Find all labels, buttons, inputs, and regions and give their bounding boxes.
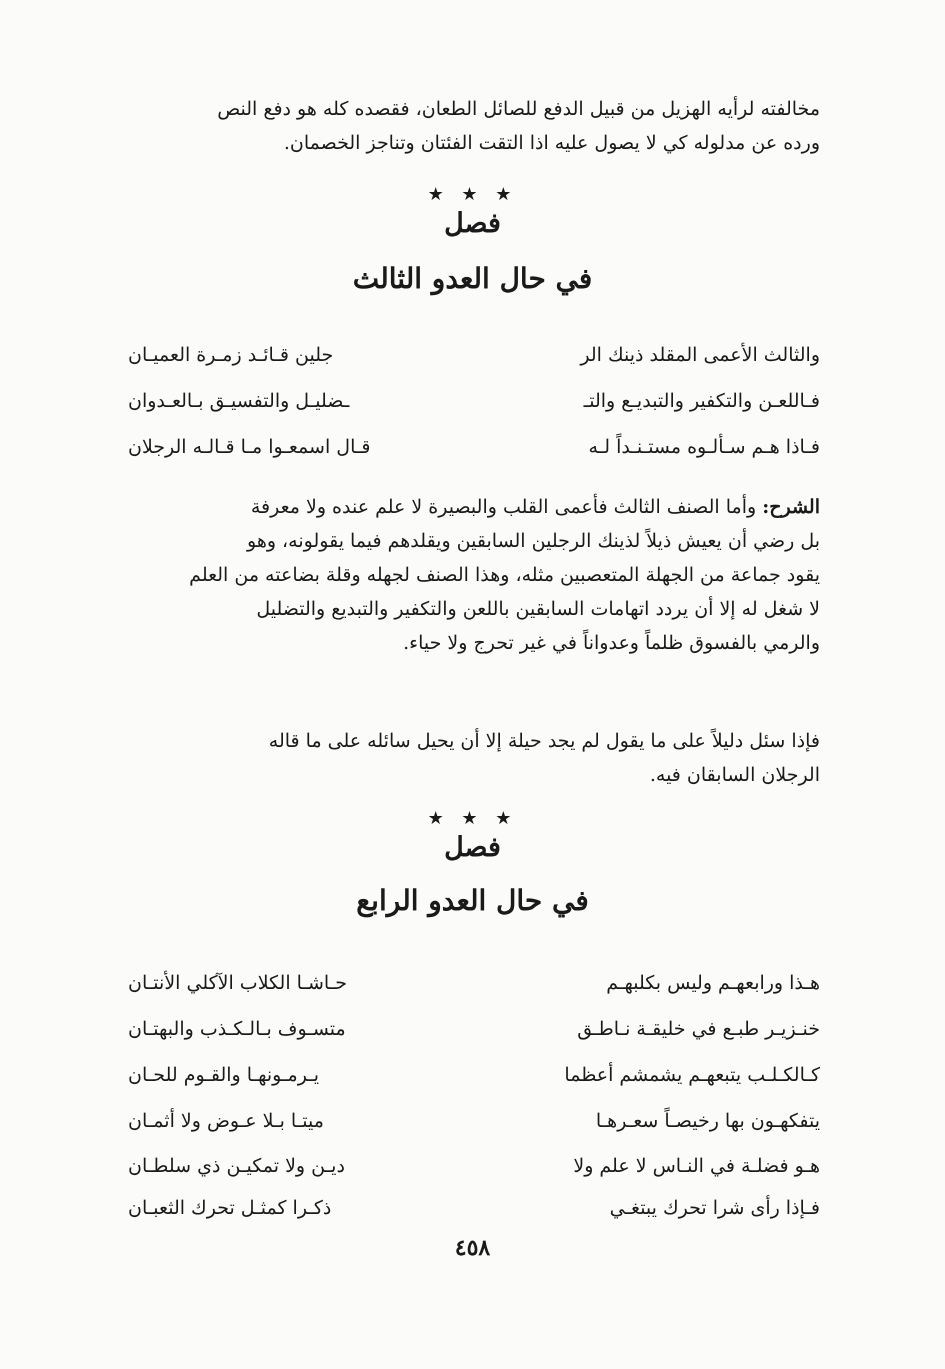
text-line: فإذا سئل دليلاً على ما يقول لم يجد حيلة إلا أن يحيل سائله على ما قاله (268, 730, 820, 752)
verse-first-hemistich: خنـزيـر طبـع في خليقـة نـاطـق (577, 1018, 820, 1040)
verse-second-hemistich: ـضليـل والتفسيـق بـالعـدوان (128, 390, 350, 412)
text-line: يقود جماعة من الجهلة المتعصبين مثله، وهذا الصنف لجهله وقلة بضاعته من العلم (189, 564, 820, 586)
verse-line (128, 1052, 820, 1098)
verse-line (128, 424, 820, 470)
verse-second-hemistich: ذكـرا كمثـل تحرك الثعبـان (128, 1197, 332, 1219)
verse-second-hemistich: ديـن ولا تمكيـن ذي سلطـان (128, 1155, 345, 1177)
verse-second-hemistich: متسـوف بـالـكـذب والبهتـان (128, 1018, 346, 1040)
text-line: مخالفته لرأيه الهزيل من قبيل الدفع للصائل الطعان، فقصده كله هو دفع النص (217, 98, 820, 120)
verse-line (128, 1143, 820, 1189)
section-separator-stars: ★ ★ ★ (427, 808, 518, 829)
text-line: ورده عن مدلوله كي لا يصول عليه اذا التقت الفئتان وتناجز الخصمان. (283, 132, 820, 154)
section-fasl-heading: فصل (444, 832, 501, 863)
verse-first-hemistich: كـالكـلـب يتبعهـم يشمشم أعظما (564, 1064, 820, 1086)
verse-first-hemistich: هـذا ورابعهـم وليس بكلبهـم (606, 972, 820, 994)
text-line: الرجلان السابقان فيه. (649, 764, 820, 786)
verse-first-hemistich: هـو فضلـة في النـاس لا علم ولا (573, 1155, 820, 1177)
verse-line (128, 1006, 820, 1052)
sharh-label: الشرح: (762, 496, 820, 518)
verse-first-hemistich: فـإذا رأى شرا تحرك يبتغـي (609, 1197, 820, 1219)
section-title: في حال العدو الثالث (352, 262, 593, 295)
text-line: والرمي بالفسوق ظلماً وعدواناً في غير تحرج ولا حياء. (403, 632, 820, 654)
verse-second-hemistich: قـال اسمعـوا مـا قـالـه الرجلان (128, 436, 371, 458)
verse-line (128, 1098, 820, 1144)
verse-line (128, 378, 820, 424)
verse-first-hemistich: فـاللعـن والتكفير والتبديـع والتـ (583, 390, 820, 412)
section-title: في حال العدو الرابع (356, 884, 589, 917)
verse-line (128, 1185, 820, 1231)
verse-line (128, 332, 820, 378)
verse-line (128, 960, 820, 1006)
sharh-paragraph (128, 490, 820, 660)
page-number: ٤٥٨ (454, 1235, 491, 1261)
verse-second-hemistich: جلين قـائـد زمـرة العميـان (128, 344, 334, 366)
second-paragraph (128, 724, 820, 792)
verse-second-hemistich: ميتـا بـلا عـوض ولا أثمـان (128, 1110, 324, 1132)
text-line: بل رضي أن يعيش ذيلاً لذينك الرجلين السابقين ويقلدهم فيما يقولونه، وهو (247, 530, 820, 552)
verse-first-hemistich: فـاذا هـم سـألـوه مستـنـداً لـه (588, 436, 820, 458)
section-separator-stars: ★ ★ ★ (427, 184, 518, 205)
sharh-text: وأما الصنف الثالث فأعمى القلب والبصيرة لا علم عنده ولا معرفة (250, 496, 763, 518)
verse-first-hemistich: يتفكهـون بها رخيصـاً سعـرهـا (595, 1110, 820, 1132)
verse-second-hemistich: حـاشـا الكلاب الآكلي الأنتـان (128, 972, 348, 994)
verse-first-hemistich: والثالث الأعمى المقلد ذينك الر (580, 344, 820, 366)
text-line: لا شغل له إلا أن يردد اتهامات السابقين باللعن والتكفير والتبديع والتضليل (256, 598, 820, 620)
section-fasl-heading: فصل (444, 208, 501, 239)
top-paragraph (128, 92, 820, 160)
text-line (128, 490, 820, 524)
verse-second-hemistich: يـرمـونهـا والقـوم للحـان (128, 1064, 320, 1086)
